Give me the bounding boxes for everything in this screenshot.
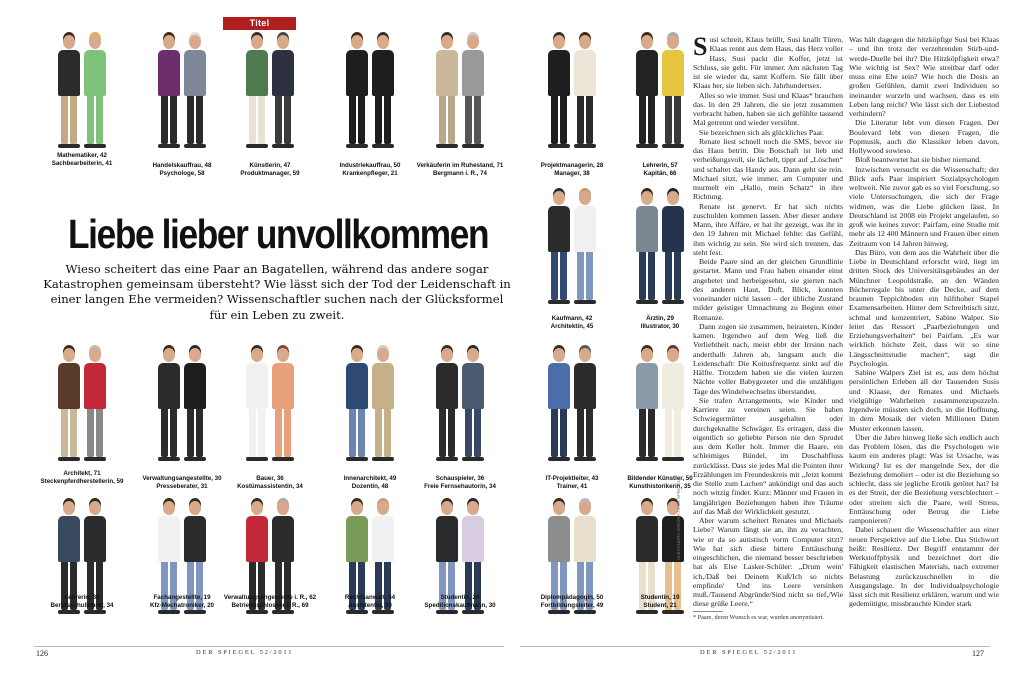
- person-figure: [370, 35, 396, 148]
- masthead-right: DER SPIEGEL 52/2011: [700, 649, 798, 656]
- caption-line-1: Künstlerin, 47: [249, 162, 291, 169]
- caption-line-2: Bergmann i. R., 74: [433, 169, 487, 177]
- couple-photo: [330, 335, 410, 475]
- article-paragraph: Das Büro, von dem aus die Wahrheit über die Liebe in Deutschland erforscht wird, liegt im dritten Stock des Universitätsgebäudes an der Münchner Leopoldstraße, an den Wänden Bücherregale bis unter die Decke, auf dem braunen Teppichboden ein hüfthoher Stapel Examensarbeiten. Hinter dem Schreibtisch sitzt, schmal und konzentriert, Sabine Walper. Sie leitet das Ressort „Paarbeziehungen und Erziehungsverhalten“ bei Pairfam. „Es war wirklich höchste Zeit, dass wir so eine Längsschnittstudie machen“, sagt die Psychologin.: [849, 247, 999, 368]
- caption-line-2: Berufsschullehrer, 34: [50, 601, 114, 609]
- caption-line-1: Bildender Künstler, 50: [627, 475, 693, 482]
- article-paragraph: Aber warum scheitert Renates und Michaels Liebe? Warum fängt sie an, ihn zu verachten, wie er da so autistisch vorm Computer sitzt? Wie hat sich diese bittere Enttäuschung eingeschlichen, die niemand besser beschrieben hat als Else Lasker-Schüler: „Drum wein' ich,/Daß bei Deinem Kuß/Ich so nichts empfinde/ Und ins Leere versinken muß./Tausend Abgründe/Sind nicht so tief,/Wie diese grüße Leere.“: [693, 516, 843, 609]
- drop-cap: S: [693, 35, 708, 61]
- person-figure: [270, 348, 296, 461]
- caption-line-1: Innenarchitekt, 49: [343, 475, 397, 482]
- caption-line-2: Betriebsschlosser i. R., 69: [231, 601, 309, 609]
- footer-rule-left: [34, 646, 504, 647]
- person-figure: [344, 348, 370, 461]
- section-tag: Titel: [223, 17, 296, 30]
- person-figure: [156, 348, 182, 461]
- person-figure: [546, 191, 572, 304]
- couple-photo: [230, 335, 310, 475]
- article-column-1: [693, 35, 843, 620]
- caption-line-2: Steckenpferdherstellerin, 59: [40, 477, 124, 485]
- article-paragraph: Inzwischen versucht es die Wissenschaft; der Blick aufs Paar inspiriert Sozialpsychologen weltweit. Nie zuvor gab es so viel Forschung, so viele Untersuchungen, die sich der Frage widmen, was die Liebe glücken lässt. In Deutschland ist 2008 ein Projekt angelaufen, so groß wie keines zuvor: Pairfam, eine Studie mit mehr als 12 400 Männern und Frauen über einen Zeitraum von 14 Jahren hinweg.: [849, 164, 999, 248]
- couple-photo: [532, 22, 612, 162]
- couple-photo: [42, 22, 122, 162]
- caption-line-2: Assistentin, 30: [348, 601, 392, 609]
- couple-photo: [142, 22, 222, 162]
- couple-caption: [395, 162, 525, 177]
- caption-line-1: Kaufmann, 42: [551, 315, 593, 322]
- footer-rule-right: [520, 646, 990, 647]
- person-figure: [660, 35, 686, 148]
- page-number-right: 127: [972, 649, 984, 658]
- page-number-left: 126: [36, 649, 48, 658]
- person-figure: [546, 35, 572, 148]
- article-paragraph: Beide Paare sind an der gleichen Grundlinie gestartet. Mann und Frau haben einander einst angebetet und herbeigesehnt, sie gierten nach des anderen Haut, Duft, Blick, konnten voneinander nicht lassen – der übliche Zustand milder geistiger Umnachtung zu Beginn einer Romanze.: [693, 257, 843, 322]
- caption-line-1: Fachangestellte, 19: [153, 594, 211, 601]
- caption-line-2: Sachbearbeiterin, 41: [51, 159, 113, 167]
- couple-photo: [420, 335, 500, 475]
- caption-line-1: Handelskauffrau, 48: [152, 162, 212, 169]
- person-figure: [244, 348, 270, 461]
- caption-line-1: Diplompädagogin, 50: [540, 594, 604, 601]
- caption-line-2: Produktmanager, 59: [240, 169, 300, 177]
- caption-line-1: Projektmanagerin, 28: [540, 162, 604, 169]
- article-paragraph: Dann zogen sie zusammen, heirateten, Kinder kamen. Irgendwo auf dem Weg ließ die Verliebtheit nach, meist ebbt der Irrsinn nach anderthalb Jahren ab, langsam auch die Leidenschaft: Die Koitusfrequenz sinkt auf die Hälfte. Trotzdem haben sie die vielen kurzen Nächte voller Babygezeter und die unzähligen Tage des Windelwechselns überstanden.: [693, 321, 843, 396]
- person-figure: [344, 35, 370, 148]
- article-paragraph: Renate liest schnell noch die SMS, bevor sie das Haus betritt. Die Botschaft ist lieb und verheißungsvoll, sie lächelt, tippt auf „Löschen“ und schaltet das Handy aus. Dann geht sie rein. Michael sitzt, wie immer, am Computer und murmelt ein „Hallo, mein Schatz“ in ihre Richtung.: [693, 136, 843, 202]
- caption-line-2: Illustrator, 30: [640, 322, 680, 330]
- caption-line-1: Mathematiker, 42: [57, 152, 107, 159]
- caption-line-1: IT-Projektleiter, 43: [545, 475, 599, 482]
- caption-line-2: Trainer, 41: [556, 482, 588, 490]
- person-figure: [82, 348, 108, 461]
- article-paragraph: Renate ist genervt. Er hat sich nichts zuschulden kommen lassen. Aber dieser andere Mann, ihre Affäre, er hat ihr gezeigt, was ihr in den 19 Jahren mit Michael fehlte: das Gefühl, ihm wichtig zu sein. Sie wird sich trennen, das steht fest.: [693, 201, 843, 257]
- article-paragraph: Über die Jahre hinweg ließe sich endlich auch das Problem lösen, das die Psychologen wie kaum ein anderes plagt: Was ist Ursache, was Wirkung? Ist es der mangelnde Sex, der die Beziehung demoliert – oder ist die Beziehung so schlecht, dass sie jegliche Erotik getötet hat? Ist es der Streit, der die Beziehung verschlechtert – oder streiten sich die Paare, weil Stress, Enttäuschung oder Betrug die Liebe ramponieren?: [849, 432, 999, 525]
- person-figure: [572, 191, 598, 304]
- person-figure: [244, 35, 270, 148]
- caption-line-2: Architektin, 45: [550, 322, 594, 330]
- person-figure: [182, 348, 208, 461]
- caption-line-1: Rechtsanwalt, 44: [344, 594, 396, 601]
- article-paragraph: Sie trafen Arrangements, wie Kinder und Karriere zu vereinen seien. Sie haben Schwiegermütter ausgehalten oder durchgeknallte Schwäger. Es ertragen, dass die eigentlich so geliebte Person nie den Sprudel aus dem Keller holt. Immer die Haare, ein schleimiges Bündel, im Duschabfluss zurücklässt. Dass sie jedes Mal die Pointen ihrer Erzählungen im Freundeskreis mit „Jetzt kommt die Stelle zum Lachen“ ankündigt und das auch noch witzig findet. Kurz: Männer und Frauen in langjährigen Beziehungen haben ihre Träume auf das Maß der Wirklichkeit gestutzt.: [693, 395, 843, 516]
- couple-photo: [532, 335, 612, 475]
- caption-line-1: Verwaltungsangestellte i. R., 62: [223, 594, 317, 601]
- person-figure: [56, 348, 82, 461]
- photo-credit: ALEXANDRA ZAKORA / DER SPIEGEL: [676, 479, 681, 560]
- caption-line-1: Lehrerin, 57: [642, 162, 678, 169]
- couple-photo: [330, 22, 410, 162]
- person-figure: [660, 191, 686, 304]
- article-paragraph: Die Literatur lebt von diesen Fragen. Der Boulevard lebt von diesen Fragen, die Popmusik, auch die Klassiker leben davon, Hollywood sowieso.: [849, 118, 999, 155]
- person-figure: [572, 35, 598, 148]
- person-figure: [634, 35, 660, 148]
- caption-line-1: Studentin, 19: [640, 594, 680, 601]
- article-paragraph: Was hält dagegen die hitzköpfige Susi bei Klaas – und ihn trotz der verzehrenden Stirb-und-werde-Duelle bei ihr? Die Hitzköpfigkeit etwa? Wie wichtig ist Sex? Wie streitbar darf oder muss eine Ehe sein? Wie hoch die Dosis an großen Gefühlen, damit zwei Individuen so ineinander wurzeln und wachsen, dass es ein Leben lang reicht? Wie lässt sich der Liebestod verhindern?: [849, 35, 999, 118]
- person-figure: [182, 35, 208, 148]
- person-figure: [634, 348, 660, 461]
- person-figure: [460, 35, 486, 148]
- article-paragraph: Sabine Walpers Ziel ist es, aus dem höchst persönlichen Erleben all der Tausenden Susis und Klaase, der Renates und Michaels vielgültige Wahrheiten zusammenzupuzzeln. Irgendwie müssten sich doch, so die Hoffnung, in dem Mosaik der vielen Millionen Daten Muster erkennen lassen.: [849, 368, 999, 433]
- caption-line-2: Manager, 38: [554, 169, 590, 177]
- article-paragraph: Bloß beantwortet hat sie bisher niemand.: [855, 155, 981, 165]
- article-paragraph: Alles so wie immer. Susi und Klaas* brauchen das. In den 29 Jahren, die sie jetzt zusammen verbracht haben, haben sie sich gefühlte tausend Mal getrennt und wieder versöhnt.: [693, 90, 843, 128]
- caption-line-1: Architekt, 71: [63, 470, 101, 477]
- caption-line-2: Kapitän, 66: [643, 169, 677, 177]
- caption-line-2: Freie Fernsehautorin, 34: [424, 482, 496, 490]
- caption-line-2: Krankenpfleger, 21: [342, 169, 398, 177]
- article-column-2: [849, 35, 999, 620]
- caption-line-2: Psychologe, 58: [159, 169, 205, 177]
- person-figure: [370, 348, 396, 461]
- person-figure: [56, 35, 82, 148]
- person-figure: [82, 35, 108, 148]
- article-paragraph: Dabei schauen die Wissenschaftler aus einer neuen Perspektive auf die Liebe. Das Stichwort heißt: Resilienz. Der Begriff entstammt der Werkstoffphysik und bezeichnet dort die Fähigkeit elastischen Materials, nach extremer Belastung zurückzuschnellen in die Ausgangslage. In der Individualpsychologie lässt sich mit Resilienz erklären, warum und wie gedemütigte, missbrauchte Kinder stark: [849, 525, 999, 609]
- caption-line-2: Kfz-Mechatroniker, 20: [150, 601, 214, 609]
- caption-line-2: Student, 21: [643, 601, 677, 609]
- couple-photo: [620, 335, 700, 475]
- caption-line-2: Fortbildungsleiter, 49: [540, 601, 604, 609]
- person-figure: [660, 348, 686, 461]
- couple-caption: [395, 594, 525, 609]
- deck: Wieso scheitert das eine Paar an Bagatellen, während das andere sogar Katastrophen gemeinsam übersteht? Wie lässt sich der Tod der Leidenschaft in einer langen Ehe vermeiden? Wissenschaftler suchen nach der Glücksformel für ein Leben zu zweit.: [43, 262, 511, 322]
- couple-photo: [142, 335, 222, 475]
- caption-line-2: Kostümassistentin, 34: [237, 482, 303, 490]
- person-figure: [270, 35, 296, 148]
- masthead-left: DER SPIEGEL 52/2011: [196, 649, 294, 656]
- couple-photo: [620, 178, 700, 318]
- footnote: * Paare, deren Wunsch es war, wurden anonymisiert.: [693, 614, 825, 621]
- caption-line-1: Verwaltungsangestellte, 30: [142, 475, 222, 482]
- couple-photo: [420, 22, 500, 162]
- person-figure: [460, 348, 486, 461]
- caption-line-1: Schauspieler, 36: [435, 475, 485, 482]
- person-figure: [634, 191, 660, 304]
- caption-line-1: Verkäuferin im Ruhestand, 71: [416, 162, 504, 169]
- caption-line-1: Ärztin, 29: [646, 315, 674, 322]
- caption-line-1: Bauer, 36: [256, 475, 284, 482]
- person-figure: [434, 35, 460, 148]
- caption-line-2: Dozentin, 48: [351, 482, 389, 490]
- couple-photo: [42, 335, 122, 475]
- couple-photo: [532, 178, 612, 318]
- person-figure: [156, 35, 182, 148]
- caption-line-1: Lehrerin, 39: [64, 594, 100, 601]
- caption-line-2: Speditionskaufmann, 30: [424, 601, 496, 609]
- person-figure: [434, 348, 460, 461]
- caption-line-1: Industriekauffrau, 50: [339, 162, 401, 169]
- couple-photo: [230, 22, 310, 162]
- article-paragraph: Susi schreit, Klaus brüllt, Susi knallt Türen, Klaas rennt aus dem Haus, das Herz voller Hass, Susi packt die Koffer, jetzt ist Schluss, sie geht. Für immer. Am nächsten Tag ist sie wieder da, samt Koffern. Sie fällt über Klaas her, sie lieben sich. Jahrhundertsex.: [693, 35, 843, 91]
- footnote-rule: [693, 611, 723, 612]
- person-figure: [546, 348, 572, 461]
- caption-line-2: Kunsthistorikerin, 35: [629, 482, 691, 490]
- caption-line-2: Presseberater, 31: [156, 482, 208, 490]
- couple-photo: [620, 22, 700, 162]
- article-paragraph: Sie bezeichnen sich als glückliches Paar.: [699, 127, 825, 137]
- caption-line-1: Studentin, 24: [440, 594, 480, 601]
- person-figure: [572, 348, 598, 461]
- headline: Liebe lieber unvollkommen: [68, 211, 489, 257]
